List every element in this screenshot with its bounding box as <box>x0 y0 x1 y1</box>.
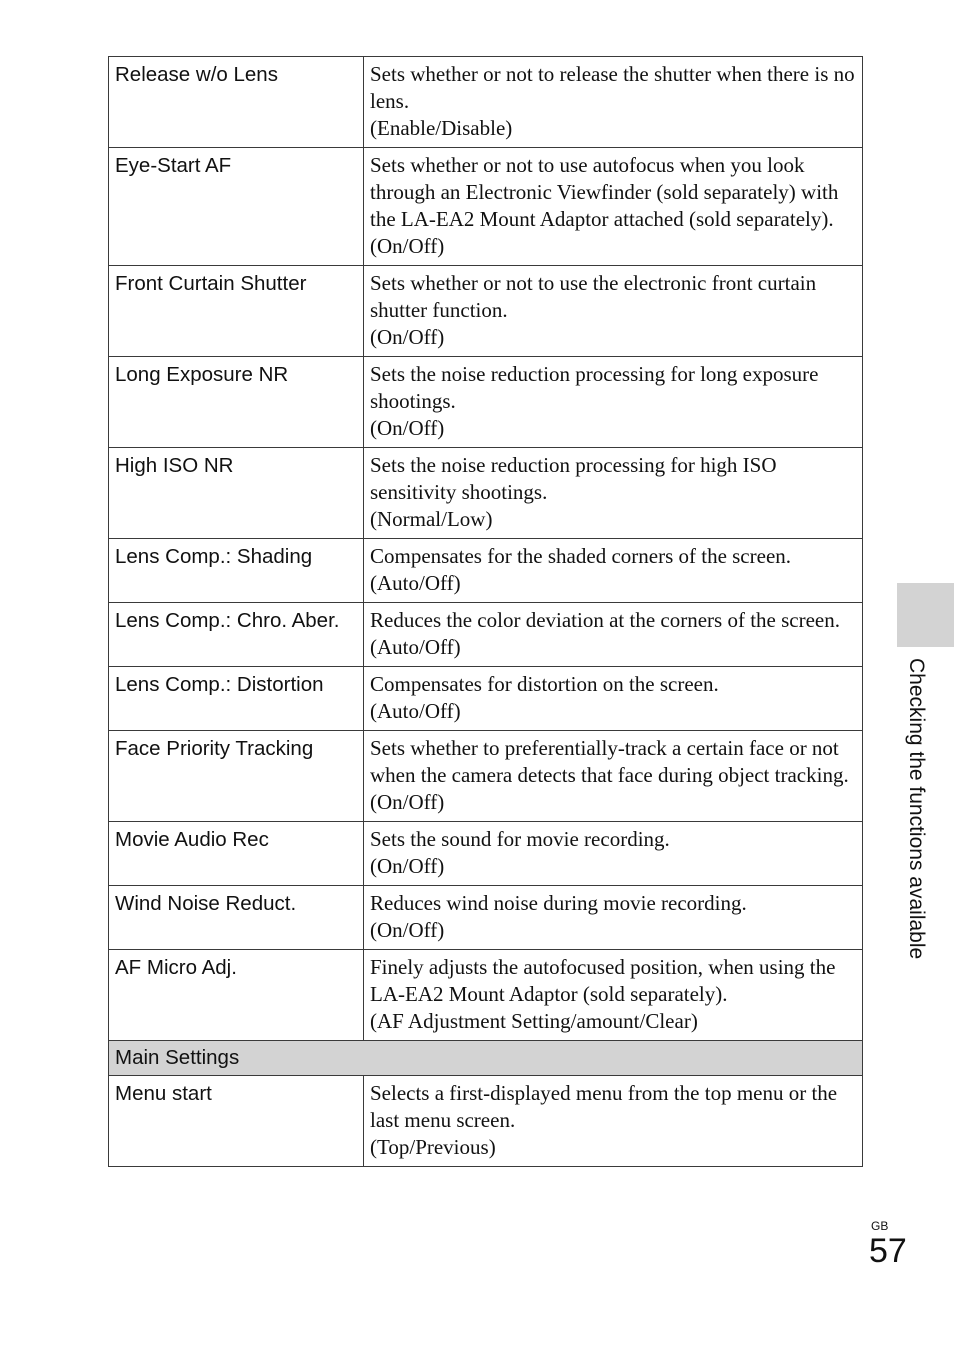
setting-options: (Enable/Disable) <box>370 116 513 140</box>
table-row <box>109 667 863 731</box>
setting-options: (AF Adjustment Setting/amount/Clear) <box>370 1009 698 1033</box>
table-row <box>109 539 863 603</box>
region-code: GB <box>871 1219 889 1233</box>
setting-name: Lens Comp.: Chro. Aber. <box>109 603 364 667</box>
setting-description-text: Reduces the color deviation at the corners of the screen. <box>370 608 840 632</box>
setting-name: Movie Audio Rec <box>109 822 364 886</box>
setting-name: High ISO NR <box>109 448 364 539</box>
table-row <box>109 448 863 539</box>
setting-description <box>364 731 863 822</box>
setting-options: (Auto/Off) <box>370 635 461 659</box>
setting-name: Face Priority Tracking <box>109 731 364 822</box>
setting-name: Wind Noise Reduct. <box>109 886 364 950</box>
side-section-label: Checking the functions available <box>905 658 928 960</box>
section-header-row <box>109 1041 863 1076</box>
section-title: Main Settings <box>109 1041 863 1076</box>
setting-description-text: Compensates for distortion on the screen. <box>370 672 719 696</box>
setting-description <box>364 357 863 448</box>
setting-options: (On/Off) <box>370 416 445 440</box>
setting-description <box>364 950 863 1041</box>
setting-description <box>364 266 863 357</box>
setting-description-text: Selects a first-displayed menu from the top menu or the last menu screen. <box>370 1081 838 1132</box>
table-row <box>109 266 863 357</box>
setting-options: (Top/Previous) <box>370 1135 496 1159</box>
table-row <box>109 1076 863 1167</box>
setting-options: (Auto/Off) <box>370 699 461 723</box>
setting-description <box>364 667 863 731</box>
settings-table <box>108 56 863 1167</box>
setting-name: Release w/o Lens <box>109 57 364 148</box>
setting-name: Menu start <box>109 1076 364 1167</box>
setting-name: Eye-Start AF <box>109 148 364 266</box>
setting-description-text: Reduces wind noise during movie recording. <box>370 891 747 915</box>
table-row <box>109 731 863 822</box>
setting-description <box>364 148 863 266</box>
table-row <box>109 148 863 266</box>
table-row <box>109 357 863 448</box>
setting-options: (On/Off) <box>370 234 445 258</box>
setting-description-text: Sets the noise reduction processing for long exposure shootings. <box>370 362 819 413</box>
setting-name: AF Micro Adj. <box>109 950 364 1041</box>
setting-options: (On/Off) <box>370 918 445 942</box>
setting-description-text: Finely adjusts the autofocused position, when using the LA-EA2 Mount Adaptor (sold separately). <box>370 955 836 1006</box>
page-number: 57 <box>869 1232 907 1270</box>
setting-description-text: Sets whether or not to use autofocus when you look through an Electronic Viewfinder (sold separately) with the LA-EA2 Mount Adaptor attached (sold separately). <box>370 153 839 231</box>
setting-name: Lens Comp.: Distortion <box>109 667 364 731</box>
table-row <box>109 603 863 667</box>
setting-description <box>364 1076 863 1167</box>
table-row <box>109 886 863 950</box>
setting-name: Lens Comp.: Shading <box>109 539 364 603</box>
setting-description-text: Sets whether to preferentially-track a certain face or not when the camera detects that face during object tracking. <box>370 736 849 787</box>
table-row <box>109 822 863 886</box>
setting-name: Long Exposure NR <box>109 357 364 448</box>
setting-description-text: Compensates for the shaded corners of the screen. <box>370 544 792 568</box>
setting-description <box>364 448 863 539</box>
setting-description-text: Sets whether or not to use the electronic front curtain shutter function. <box>370 271 817 322</box>
setting-description <box>364 603 863 667</box>
setting-options: (On/Off) <box>370 325 445 349</box>
table-row <box>109 950 863 1041</box>
setting-options: (Auto/Off) <box>370 571 461 595</box>
setting-description-text: Sets the noise reduction processing for high ISO sensitivity shootings. <box>370 453 777 504</box>
setting-description <box>364 539 863 603</box>
setting-description-text: Sets the sound for movie recording. <box>370 827 670 851</box>
settings-table-body <box>109 57 863 1167</box>
setting-name: Front Curtain Shutter <box>109 266 364 357</box>
table-row <box>109 57 863 148</box>
setting-description <box>364 822 863 886</box>
setting-description <box>364 57 863 148</box>
setting-options: (On/Off) <box>370 790 445 814</box>
setting-options: (On/Off) <box>370 854 445 878</box>
setting-description-text: Sets whether or not to release the shutter when there is no lens. <box>370 62 855 113</box>
side-tab-marker <box>897 583 954 647</box>
setting-description <box>364 886 863 950</box>
setting-options: (Normal/Low) <box>370 507 493 531</box>
